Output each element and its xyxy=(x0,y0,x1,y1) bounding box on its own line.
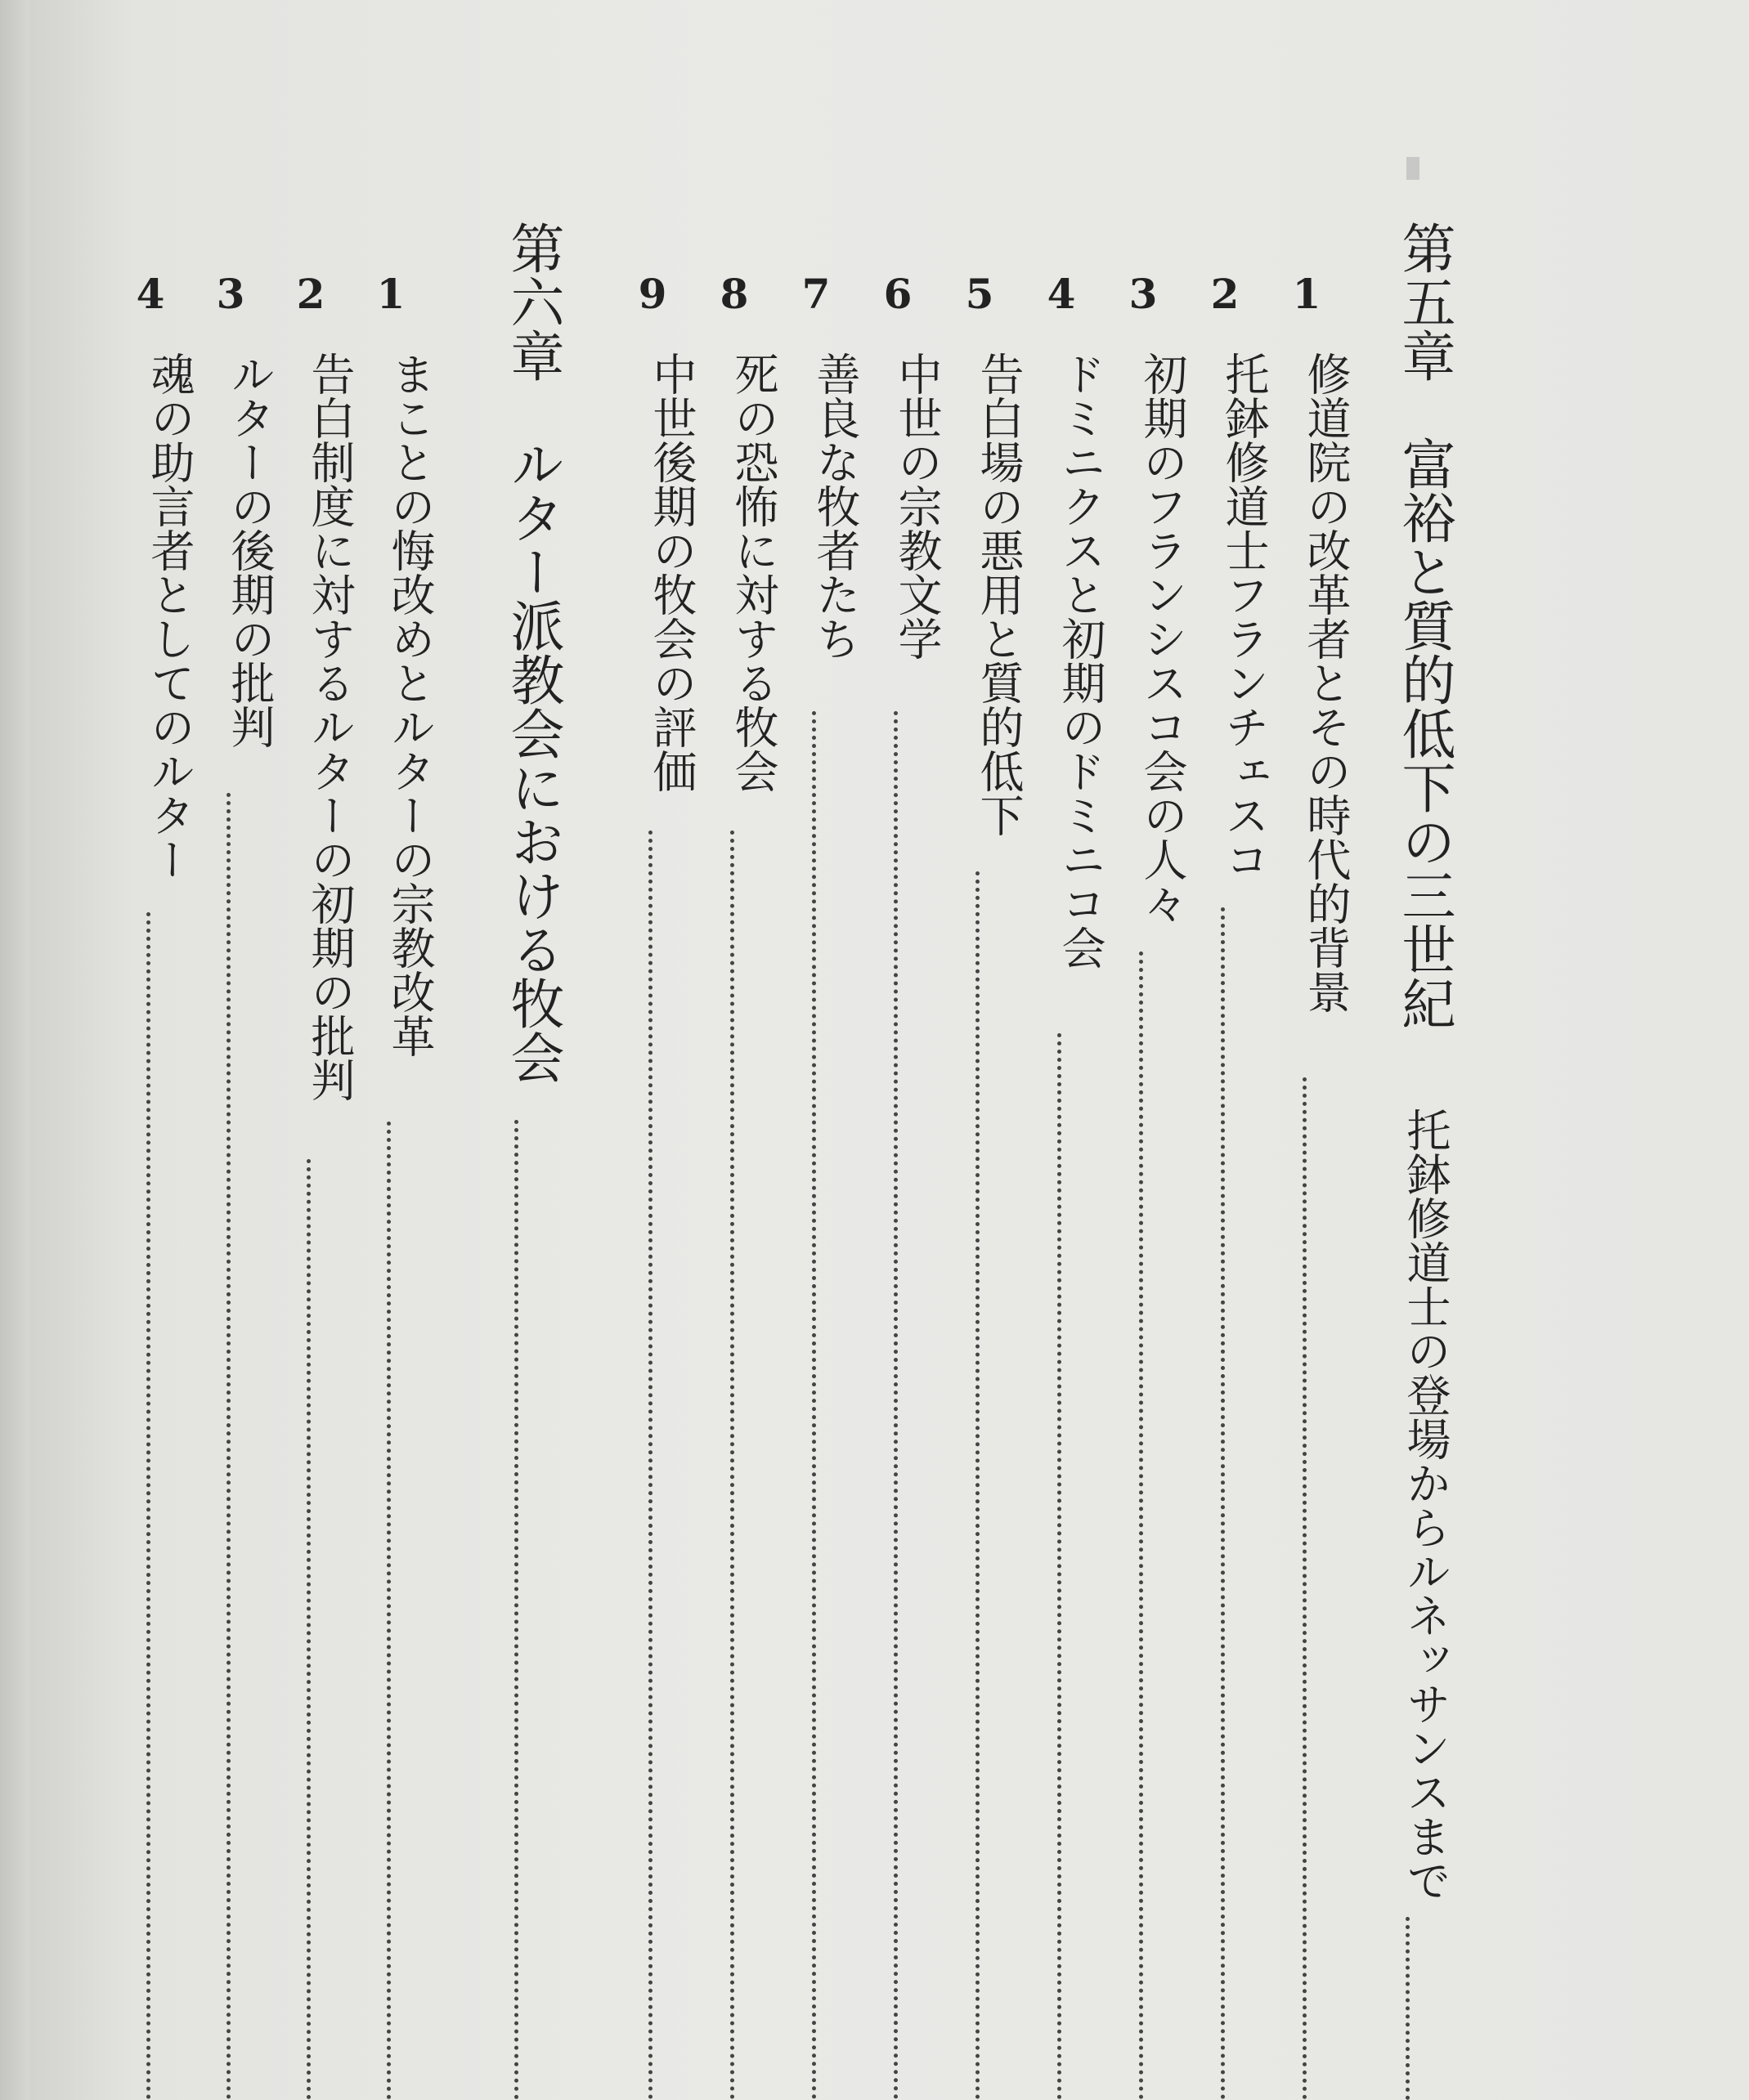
toc-entry-5-2[interactable] xyxy=(1184,0,1270,2100)
chapter-6-title: 第六章 ルター派教会における牧会 xyxy=(501,221,564,1084)
section-number: 3 xyxy=(1128,270,1158,318)
toc-page xyxy=(29,0,1749,2100)
toc-entry-5-1[interactable] xyxy=(1266,0,1352,2100)
leader-dots xyxy=(1406,1917,1410,2100)
leader-dots xyxy=(514,1120,518,2100)
chapter-5-heading xyxy=(1369,0,1455,2100)
leader-dots xyxy=(975,871,980,2100)
section-title: ドミニクスと初期のドミニコ会 xyxy=(1055,351,1106,969)
toc-entry-6-1[interactable] xyxy=(350,0,436,2100)
section-number: 4 xyxy=(136,270,165,318)
leader-dots xyxy=(146,912,150,2100)
toc-entry-5-3[interactable] xyxy=(1102,0,1188,2100)
section-number: 7 xyxy=(801,270,831,318)
section-title: 善良な牧者たち xyxy=(809,351,861,660)
section-number: 5 xyxy=(965,270,994,318)
section-title: 魂の助言者としてのルター xyxy=(144,351,195,881)
section-number: 9 xyxy=(638,270,667,318)
section-title: 告白場の悪用と質的低下 xyxy=(973,351,1025,837)
toc-entry-5-5[interactable] xyxy=(939,0,1025,2100)
section-title: ルターの後期の批判 xyxy=(224,351,276,749)
leader-dots xyxy=(307,1159,311,2100)
leader-dots xyxy=(1139,951,1143,2100)
leader-dots xyxy=(648,831,653,2100)
toc-entry-5-8[interactable] xyxy=(693,0,779,2100)
section-number: 8 xyxy=(720,270,749,318)
section-title: 托鉢修道士フランチェスコ xyxy=(1218,351,1270,881)
section-title: 初期のフランシスコ会の人々 xyxy=(1137,351,1188,925)
toc-entry-5-6[interactable] xyxy=(857,0,943,2100)
section-title: まことの悔改めとルターの宗教改革 xyxy=(384,351,436,1058)
section-number: 2 xyxy=(1210,270,1240,318)
toc-entry-6-4[interactable] xyxy=(110,0,195,2100)
section-title: 修道院の改革者とその時代的背景 xyxy=(1300,351,1352,1014)
section-title: 告白制度に対するルターの初期の批判 xyxy=(304,351,356,1102)
toc-entry-5-7[interactable] xyxy=(775,0,861,2100)
leader-dots xyxy=(730,831,734,2100)
section-title: 中世の宗教文学 xyxy=(891,351,943,660)
toc-entry-6-3[interactable] xyxy=(190,0,276,2100)
section-title: 中世後期の牧会の評価 xyxy=(646,351,697,793)
section-number: 3 xyxy=(216,270,245,318)
leader-dots xyxy=(1303,1077,1307,2100)
toc-entry-5-9[interactable] xyxy=(612,0,697,2100)
section-number: 2 xyxy=(296,270,325,318)
chapter-6-heading xyxy=(478,0,564,2100)
leader-dots xyxy=(894,711,898,2100)
section-number: 4 xyxy=(1047,270,1076,318)
page-spine-edge xyxy=(0,0,29,2100)
leader-dots xyxy=(1221,907,1225,2100)
section-title: 死の恐怖に対する牧会 xyxy=(728,351,779,793)
leader-dots xyxy=(812,711,816,2100)
leader-dots xyxy=(387,1122,391,2100)
chapter-5-title: 第五章 富裕と質的低下の三世紀 xyxy=(1392,221,1455,1030)
section-number: 1 xyxy=(1292,270,1321,318)
toc-entry-5-4[interactable] xyxy=(1020,0,1106,2100)
leader-dots xyxy=(226,793,231,2100)
section-number: 6 xyxy=(883,270,913,318)
toc-entry-6-2[interactable] xyxy=(270,0,356,2100)
section-number: 1 xyxy=(376,270,406,318)
leader-dots xyxy=(1057,1033,1061,2100)
chapter-5-subtitle: 托鉢修道士の登場からルネッサンスまで xyxy=(1400,1108,1451,1902)
